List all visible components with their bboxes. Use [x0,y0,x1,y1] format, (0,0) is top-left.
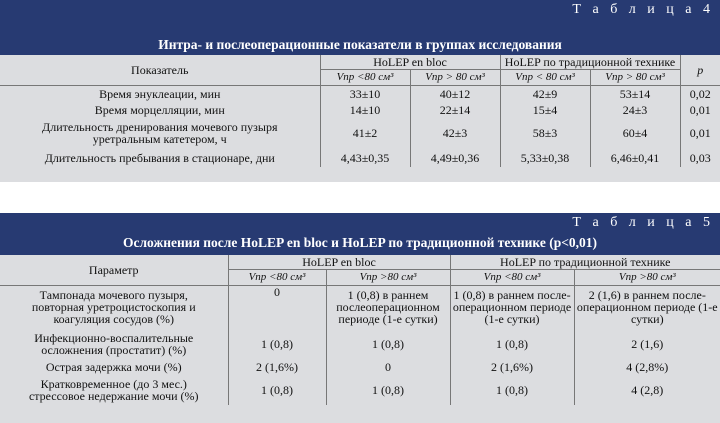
sub-col: Vпр <80 см³ [450,269,574,285]
cell: 0 [326,359,450,375]
cell: 40±12 [410,85,500,102]
table-4 [0,0,720,182]
table-row [0,148,720,167]
sub-col: Vпр <80 см³ [228,269,326,285]
row-label: Время морцелляции, мин [94,103,225,117]
cell: 42±9 [500,85,590,102]
cell: 14±10 [320,102,410,118]
row-label: Тампонада мочевого пузыря, повторная уретроцистоскопия и коагуляция сосудов (%) [31,288,196,327]
sub-col: Vпр < 80 см³ [500,69,590,85]
sub-col: Vпр > 80 см³ [410,69,500,85]
table-4-title: Интра- и послеоперационные показатели в группах исследования [158,37,562,52]
cell-p: 0,02 [680,85,720,102]
sub-col: Vпр > 80 см³ [590,69,680,85]
cell-p: 0,03 [680,148,720,167]
cell: 1 (0,8) [450,375,574,405]
cell: 0 [228,285,326,329]
cell: 1 (0,8) в раннем после-операционном периоде (1-е сутки) [450,285,574,329]
cell: 24±3 [590,102,680,118]
table-5-grid [0,255,720,405]
cell: 1 (0,8) [326,375,450,405]
group-en-bloc: HoLEP en bloc [320,55,500,69]
table-row [0,375,720,405]
table-5-header [0,213,720,255]
cell: 4 (2,8) [574,375,720,405]
group-en-bloc: HoLEP en bloc [228,255,450,269]
cell-p: 0,01 [680,118,720,148]
col-param: Параметр [0,255,228,285]
cell: 22±14 [410,102,500,118]
cell: 4,49±0,36 [410,148,500,167]
row-label: Кратковременное (до 3 мес.) стрессовое недержание мочи (%) [28,377,199,403]
table-5-number: Т а б л и ц а 5 [572,215,714,230]
row-label: Длительность дренирования мочевого пузыря уретральным катетером, ч [42,120,278,146]
cell: 4 (2,8%) [574,359,720,375]
row-label: Инфекционно-воспалительные осложнения (простатит) (%) [34,331,194,357]
table-4-grid [0,55,720,167]
table-4-number: Т а б л и ц а 4 [572,2,714,17]
table-row [0,329,720,359]
cell: 41±2 [320,118,410,148]
row-label: Длительность пребывания в стационаре, дни [44,150,275,165]
group-traditional: HoLEP по традиционной технике [450,255,720,269]
group-traditional: HoLEP по традиционной технике [500,55,680,69]
cell: 60±4 [590,118,680,148]
cell: 2 (1,6%) [450,359,574,375]
cell: 1 (0,8) [450,329,574,359]
table-5 [0,213,720,423]
cell: 6,46±0,41 [590,148,680,167]
cell: 2 (1,6) [574,329,720,359]
cell: 5,33±0,38 [500,148,590,167]
sub-col: Vпр >80 см³ [574,269,720,285]
col-p: p [680,55,720,85]
cell: 1 (0,8) [228,329,326,359]
table-separator [0,182,720,213]
cell: 1 (0,8) [228,375,326,405]
row-label: Время энуклеации, мин [99,86,221,101]
cell: 33±10 [320,85,410,102]
cell-p: 0,01 [680,102,720,118]
cell: 15±4 [500,102,590,118]
table-row [0,359,720,375]
col-indicator: Показатель [0,55,320,85]
cell: 42±3 [410,118,500,148]
table-row [0,118,720,148]
table-5-title: Осложнения после HoLEP en bloc и HoLEP по традиционной технике (p<0,01) [122,235,598,250]
cell: 1 (0,8) в раннем послеоперационном периоде (1-е сутки) [326,285,450,329]
cell: 2 (1,6%) [228,359,326,375]
cell: 2 (1,6) в раннем после-операционном периоде (1-е сутки) [574,285,720,329]
cell: 53±14 [590,85,680,102]
table-row [0,102,720,118]
table-row [0,85,720,102]
table-4-header [0,0,720,55]
cell: 58±3 [500,118,590,148]
row-label: Острая задержка мочи (%) [45,360,182,374]
cell: 1 (0,8) [326,329,450,359]
sub-col: Vпр <80 см³ [320,69,410,85]
sub-col: Vпр >80 см³ [326,269,450,285]
cell: 4,43±0,35 [320,148,410,167]
table-row [0,285,720,329]
